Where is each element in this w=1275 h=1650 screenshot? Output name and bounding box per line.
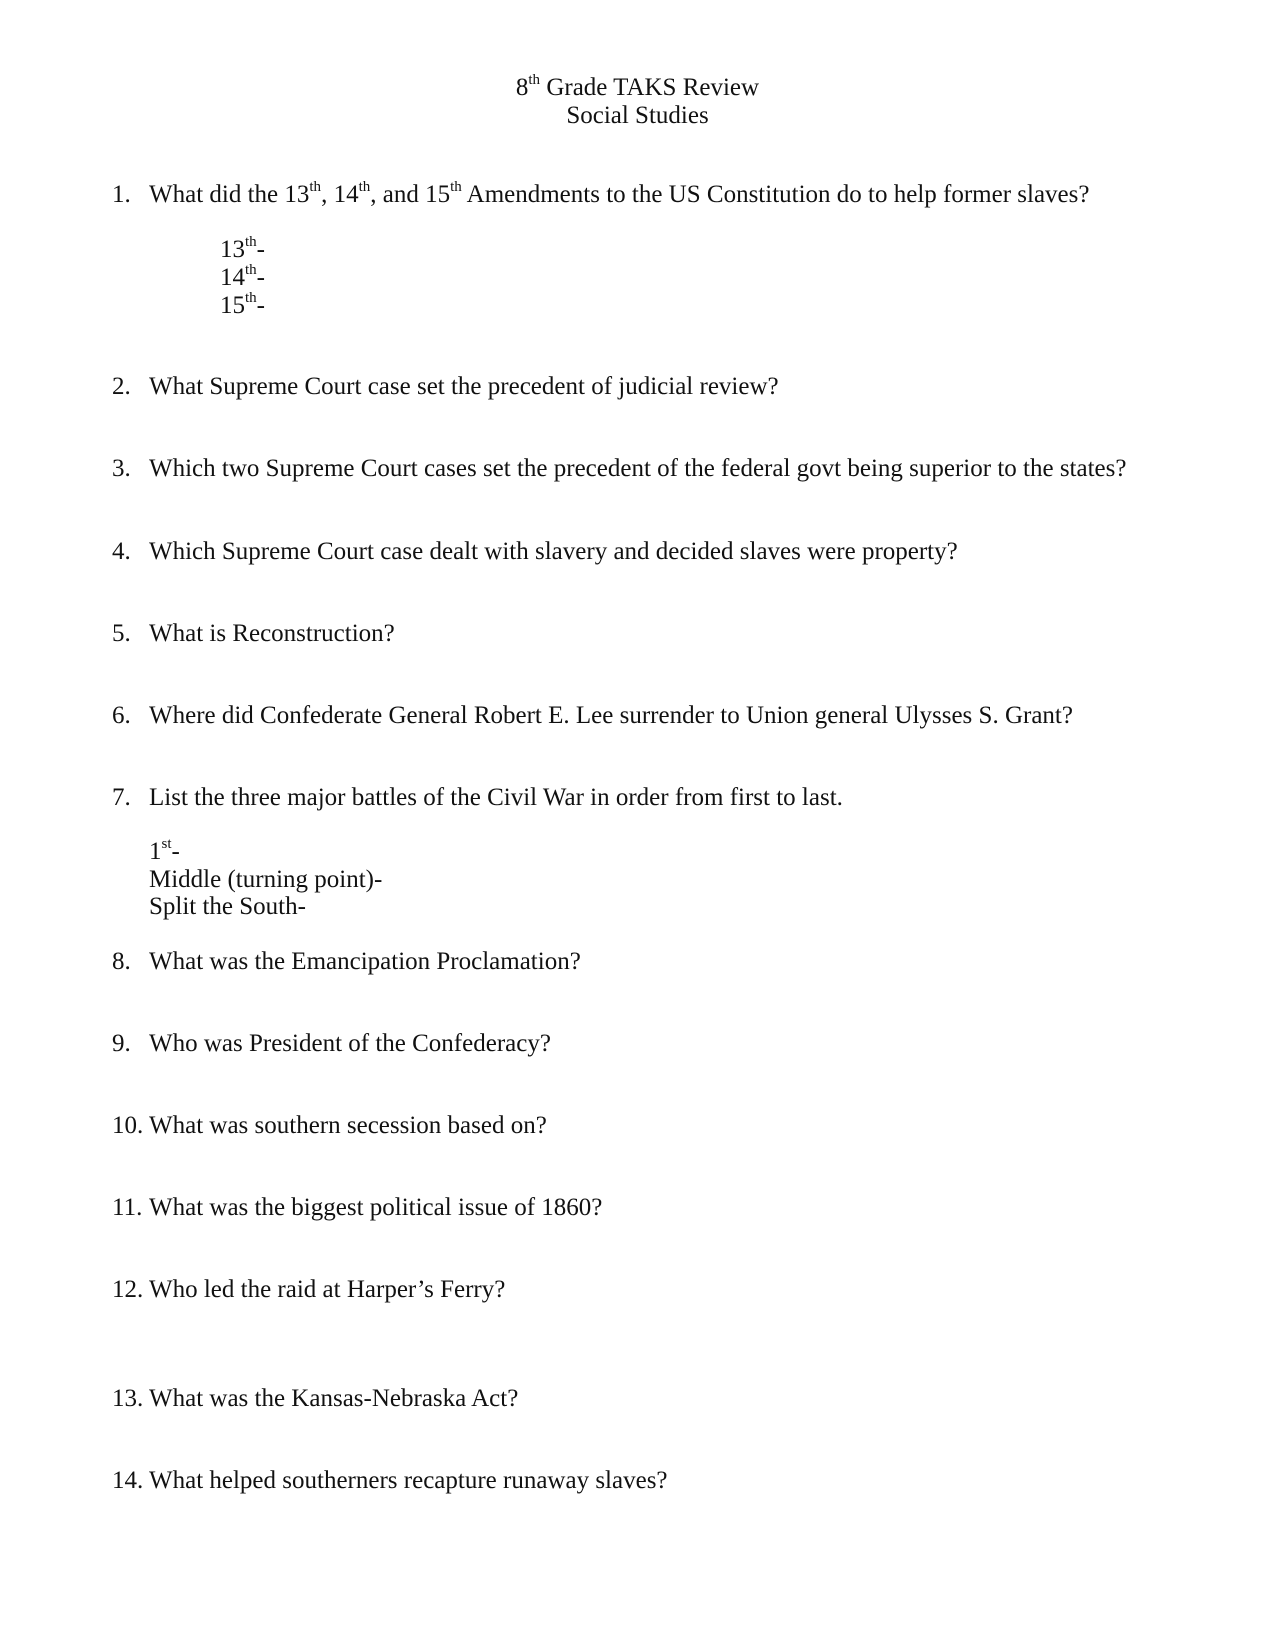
question-12 [112, 1275, 505, 1305]
question-number: 12. [112, 1276, 144, 1303]
amendment-15-line: 15th- [220, 289, 265, 319]
question-text: Which two Supreme Court cases set the precedent of the federal govt being superior to the states? [149, 455, 1127, 482]
question-text: Who led the raid at Harper’s Ferry? [149, 1276, 506, 1303]
question-text: What Supreme Court case set the precedent of judicial review? [149, 373, 779, 400]
page-subtitle: Social Studies [566, 102, 709, 129]
question-number: 11. [112, 1194, 143, 1221]
question-text: What helped southerners recapture runaway slaves? [149, 1467, 668, 1494]
question-text: What was the Emancipation Proclamation? [149, 948, 581, 975]
question-text: Amendments to the US Constitution do to help former slaves? [461, 181, 1090, 208]
question-3 [112, 454, 1126, 484]
grade-ordinal: th [528, 71, 541, 88]
question-number: 10. [112, 1112, 144, 1139]
question-text: What was southern secession based on? [149, 1112, 547, 1139]
question-number: 5. [112, 620, 131, 647]
question-text: What did the 13 [149, 181, 310, 208]
question-number: 7. [112, 784, 131, 811]
question-2 [112, 372, 779, 402]
question-number: 1. [112, 181, 131, 208]
question-text: What was the biggest political issue of 1860? [149, 1194, 603, 1221]
question-text: Which Supreme Court case dealt with slavery and decided slaves were property? [149, 538, 958, 565]
question-14 [112, 1466, 668, 1496]
question-11 [112, 1193, 602, 1223]
ordinal-suffix: th [450, 178, 462, 195]
question-number: 9. [112, 1030, 131, 1057]
question-text: , and 15 [370, 181, 451, 208]
question-5 [112, 619, 395, 649]
battle-split-line: Split the South- [149, 893, 306, 920]
question-text: What was the Kansas-Nebraska Act? [149, 1385, 519, 1412]
question-13 [112, 1384, 518, 1414]
question-number: 14. [112, 1467, 144, 1494]
question-text: List the three major battles of the Civil War in order from first to last. [149, 784, 843, 811]
question-text: , 14 [321, 181, 359, 208]
grade-number: 8 [515, 74, 529, 101]
amendment-13-line: 13th- [220, 233, 265, 263]
question-number: 13. [112, 1385, 144, 1412]
question-10 [112, 1111, 547, 1141]
question-8 [112, 947, 581, 977]
question-number: 8. [112, 948, 131, 975]
question-text: Who was President of the Confederacy? [149, 1030, 551, 1057]
question-6 [112, 701, 1073, 731]
question-number: 2. [112, 373, 131, 400]
battle-middle-line: Middle (turning point)- [149, 866, 383, 893]
ordinal-suffix: th [358, 178, 371, 195]
question-number: 6. [112, 702, 131, 729]
ordinal-suffix: th [309, 178, 322, 195]
question-number: 3. [112, 455, 131, 482]
question-4 [112, 537, 958, 567]
question-text: Where did Confederate General Robert E. Lee surrender to Union general Ulysses S. Grant? [149, 702, 1073, 729]
title-text: Grade TAKS Review [540, 74, 760, 101]
question-text: What is Reconstruction? [149, 620, 395, 647]
question-7 [112, 783, 843, 813]
question-number: 4. [112, 538, 131, 565]
battle-first-line: 1st- [149, 835, 180, 865]
page-title [0, 71, 1275, 102]
question-9 [112, 1029, 551, 1059]
question-1 [112, 180, 1089, 210]
amendment-14-line: 14th- [220, 261, 265, 291]
